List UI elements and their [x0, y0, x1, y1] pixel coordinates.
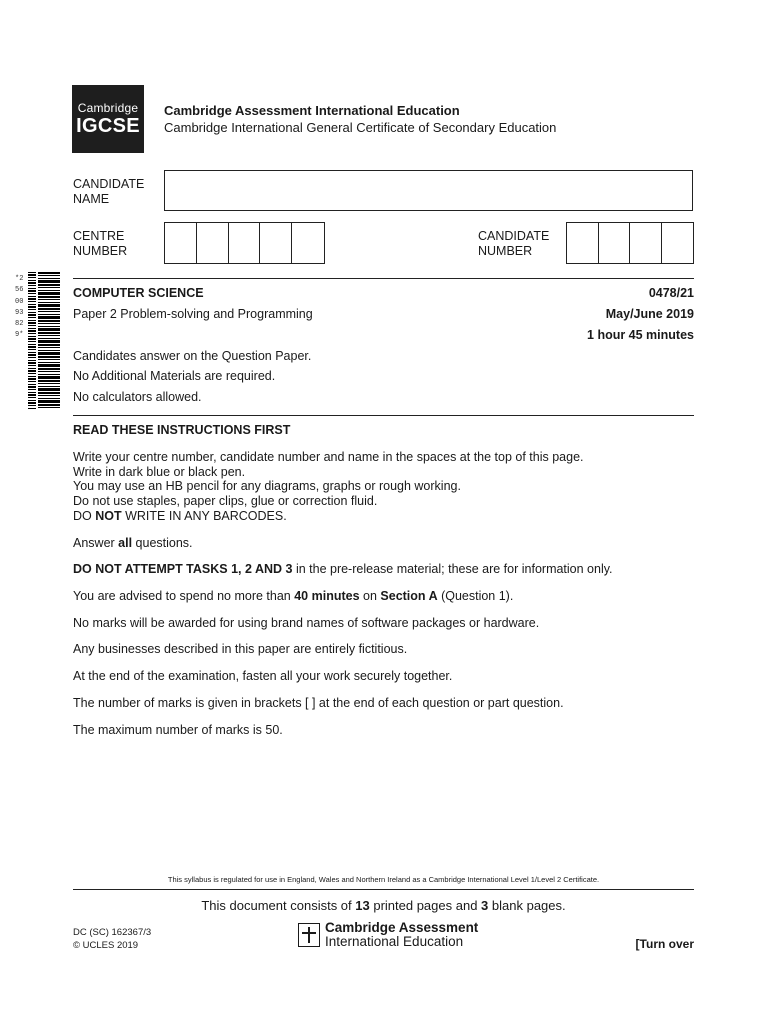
emphasis: 13: [355, 898, 370, 913]
emphasis: 3: [481, 898, 489, 913]
header-title: Cambridge Assessment International Education: [164, 103, 460, 118]
cambridge-igcse-logo: [72, 85, 144, 153]
barcode-digits: *2560093829*: [15, 275, 24, 340]
wordmark-line2: International Education: [325, 934, 464, 949]
candidate-number-field[interactable]: [566, 222, 694, 264]
logo-line2: IGCSE: [76, 115, 140, 137]
candidate-number-label-line1: CANDIDATE: [478, 229, 550, 243]
candidate-number-box[interactable]: [630, 223, 662, 263]
candidate-name-label-line2: NAME: [73, 192, 110, 206]
emphasis: Section A: [380, 589, 438, 603]
exam-session: May/June 2019: [605, 307, 694, 321]
text-run: on: [359, 589, 381, 603]
instruction-line: [73, 509, 287, 523]
instruction-line: [73, 562, 613, 576]
barcode: [38, 272, 60, 410]
subject-title: COMPUTER SCIENCE: [73, 286, 204, 300]
centre-number-box[interactable]: [165, 223, 197, 263]
text-run: questions.: [132, 536, 193, 550]
text-run: in the pre-release material; these are for information only.: [292, 562, 613, 576]
wordmark-line1: Cambridge Assessment: [325, 920, 479, 935]
instruction-line: Do not use staples, paper clips, glue or correction fluid.: [73, 494, 378, 508]
instruction-line: No marks will be awarded for using brand names of software packages or hardware.: [73, 616, 540, 630]
candidate-number-label: [478, 229, 549, 259]
instruction-line: [73, 536, 193, 550]
syllabus-note: This syllabus is regulated for use in England, Wales and Northern Ireland as a Cambridge International Level 1/Level 2 Certificate.: [167, 875, 600, 884]
candidate-name-field[interactable]: [164, 170, 693, 211]
reference-code: DC (SC) 162367/3: [73, 927, 152, 938]
candidate-number-label-line2: NUMBER: [478, 244, 533, 258]
document-reference: [73, 926, 151, 952]
candidate-number-box[interactable]: [599, 223, 631, 263]
text-run: WRITE IN ANY BARCODES.: [121, 509, 287, 523]
text-run: blank pages.: [488, 898, 566, 913]
instruction-line: You may use an HB pencil for any diagrams, graphs or rough working.: [73, 479, 461, 493]
instruction-line: The maximum number of marks is 50.: [73, 723, 283, 737]
candidate-name-label: [73, 177, 144, 207]
candidate-number-box[interactable]: [662, 223, 693, 263]
page-count: [73, 898, 694, 913]
divider: [73, 889, 694, 890]
instruction-line: Write in dark blue or black pen.: [73, 465, 246, 479]
centre-number-label-line1: CENTRE: [73, 229, 125, 243]
emphasis: 40 minutes: [294, 589, 360, 603]
turn-over: [Turn over: [635, 937, 694, 951]
centre-number-field[interactable]: [164, 222, 325, 264]
centre-number-box[interactable]: [260, 223, 292, 263]
materials-line: No calculators allowed.: [73, 390, 202, 404]
divider: [73, 278, 694, 279]
centre-number-box[interactable]: [229, 223, 261, 263]
candidate-name-label-line1: CANDIDATE: [73, 177, 145, 191]
emphasis: all: [118, 536, 133, 550]
syllabus-code: 0478/21: [648, 286, 694, 300]
candidate-number-box[interactable]: [567, 223, 599, 263]
divider: [73, 415, 694, 416]
crest-icon: [298, 923, 320, 947]
centre-number-box[interactable]: [197, 223, 229, 263]
centre-number-label: [73, 229, 127, 259]
cambridge-assessment-logo: [298, 921, 478, 949]
text-run: DO: [73, 509, 96, 523]
instructions-heading: READ THESE INSTRUCTIONS FIRST: [73, 423, 291, 437]
copyright: © UCLES 2019: [73, 940, 139, 951]
barcode-stripe-left: [28, 272, 36, 410]
emphasis: DO NOT ATTEMPT TASKS 1, 2 AND 3: [73, 562, 293, 576]
centre-number-label-line2: NUMBER: [73, 244, 128, 258]
instruction-line: The number of marks is given in brackets [ ] at the end of each question or part question.: [73, 696, 564, 710]
logo-line1: Cambridge: [77, 101, 139, 115]
materials-line: Candidates answer on the Question Paper.: [73, 349, 312, 363]
cambridge-assessment-wordmark: [325, 921, 478, 949]
text-run: This document consists of: [201, 898, 356, 913]
centre-number-box[interactable]: [292, 223, 324, 263]
exam-duration: 1 hour 45 minutes: [587, 328, 694, 342]
instruction-line: [73, 589, 513, 603]
instruction-line: Write your centre number, candidate number and name in the spaces at the top of this page.: [73, 450, 584, 464]
emphasis: NOT: [95, 509, 122, 523]
instruction-line: At the end of the examination, fasten all your work securely together.: [73, 669, 453, 683]
header-subtitle: Cambridge International General Certificate of Secondary Education: [164, 120, 557, 135]
text-run: (Question 1).: [437, 589, 514, 603]
text-run: You are advised to spend no more than: [73, 589, 295, 603]
instruction-line: Any businesses described in this paper are entirely fictitious.: [73, 642, 408, 656]
materials-line: No Additional Materials are required.: [73, 369, 276, 383]
paper-title: Paper 2 Problem-solving and Programming: [73, 307, 313, 321]
text-run: printed pages and: [369, 898, 482, 913]
text-run: Answer: [73, 536, 119, 550]
